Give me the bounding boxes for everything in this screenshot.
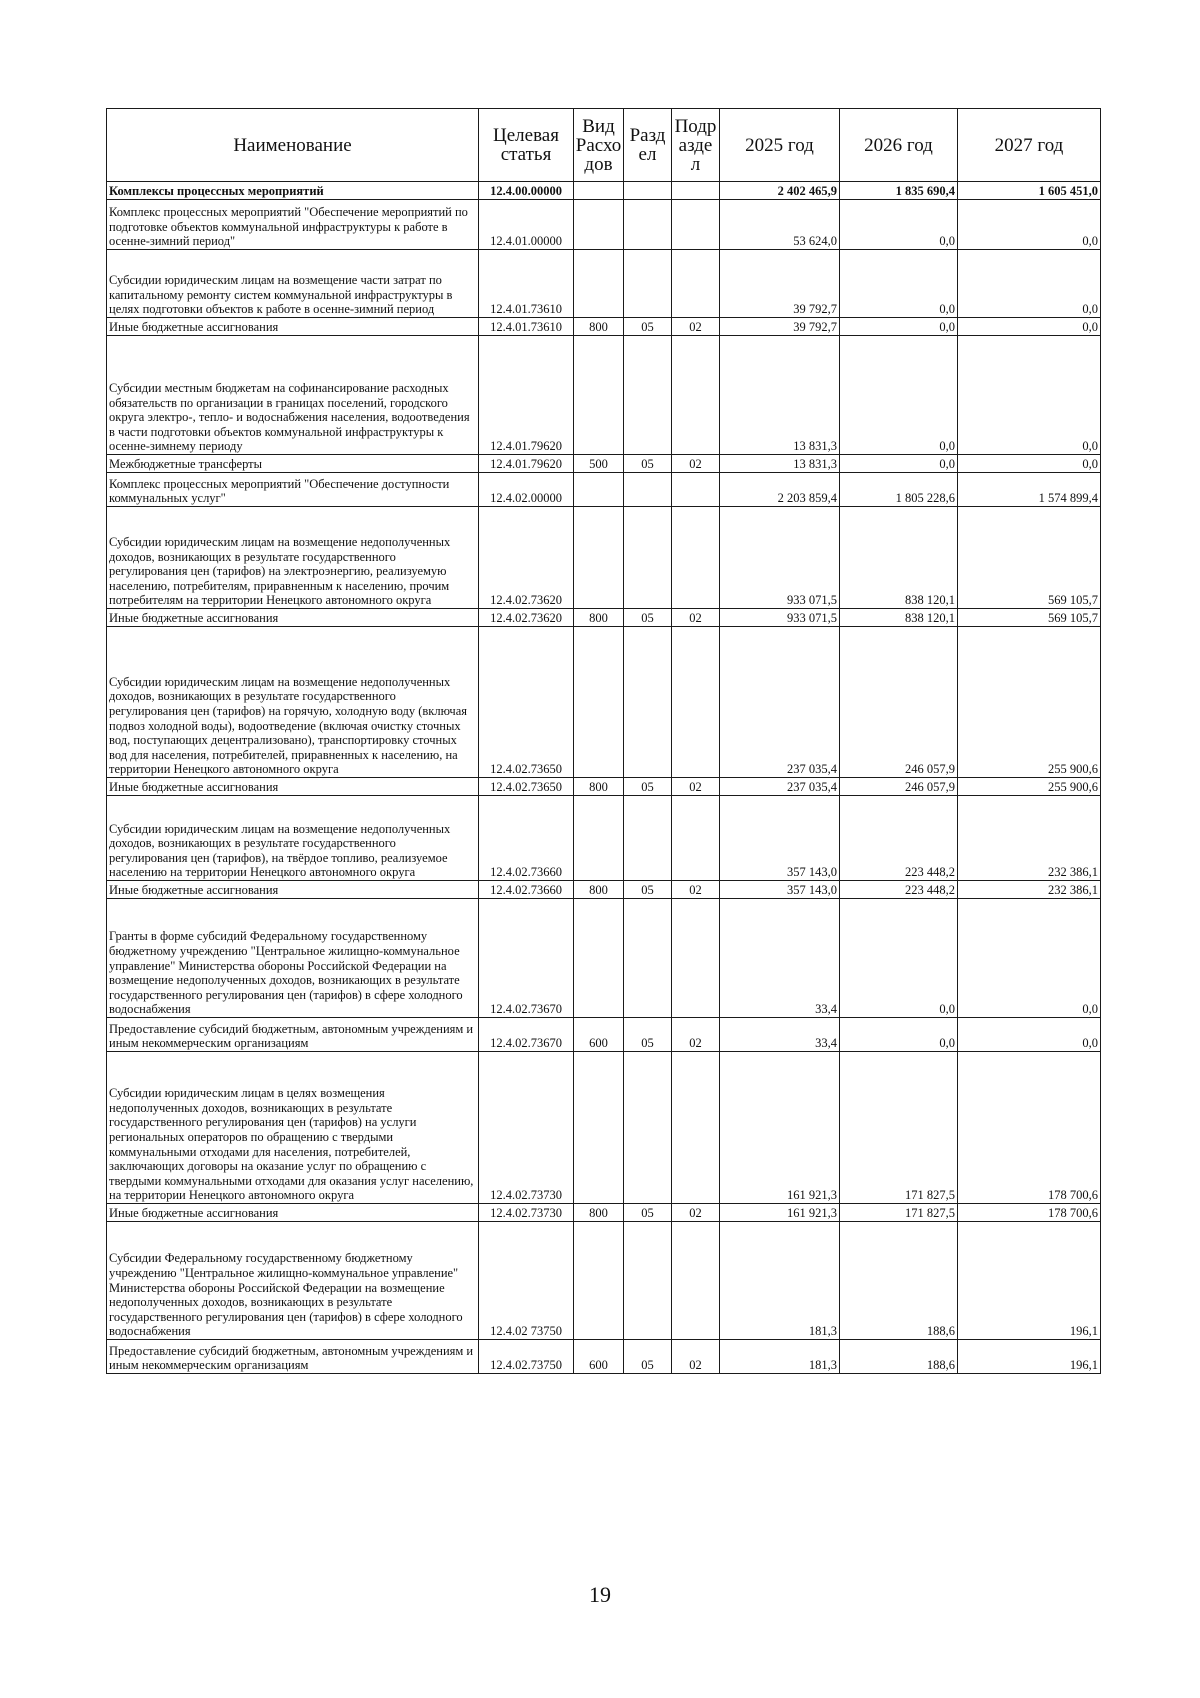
row-amount-2027: 232 386,1 bbox=[958, 881, 1101, 899]
page-number: 19 bbox=[589, 1582, 611, 1607]
header-name: Наименование bbox=[107, 109, 479, 182]
table-row bbox=[107, 182, 1101, 200]
row-name: Субсидии юридическим лицам на возмещение недополученных доходов, возникающих в результате государственного регулирования цен (тарифов), на твёрдое топливо, реализуемое населению на территории Ненецкого автономного округа bbox=[107, 796, 479, 881]
row-amount-2027: 232 386,1 bbox=[958, 796, 1101, 881]
row-section bbox=[624, 473, 672, 507]
row-target-article: 12.4.02.73620 bbox=[479, 609, 574, 627]
row-amount-2027: 0,0 bbox=[958, 1018, 1101, 1052]
row-amount-2026: 838 120,1 bbox=[840, 507, 958, 609]
table-row bbox=[107, 796, 1101, 881]
row-target-article: 12.4.02.73670 bbox=[479, 899, 574, 1018]
row-name: Иные бюджетные ассигнования bbox=[107, 881, 479, 899]
row-expense-type bbox=[574, 1222, 624, 1340]
table-row bbox=[107, 881, 1101, 899]
row-amount-2027: 0,0 bbox=[958, 318, 1101, 336]
row-section: 05 bbox=[624, 778, 672, 796]
table-row bbox=[107, 318, 1101, 336]
row-expense-type bbox=[574, 336, 624, 455]
row-amount-2025: 933 071,5 bbox=[720, 609, 840, 627]
header-target-article bbox=[479, 109, 574, 182]
row-amount-2027: 569 105,7 bbox=[958, 507, 1101, 609]
row-subsection bbox=[672, 182, 720, 200]
row-subsection bbox=[672, 1052, 720, 1204]
row-amount-2026: 0,0 bbox=[840, 200, 958, 250]
row-amount-2027: 178 700,6 bbox=[958, 1204, 1101, 1222]
row-target-article: 12.4.01.73610 bbox=[479, 250, 574, 318]
row-amount-2027: 196,1 bbox=[958, 1340, 1101, 1374]
row-amount-2025: 13 831,3 bbox=[720, 455, 840, 473]
row-expense-type: 800 bbox=[574, 778, 624, 796]
row-section: 05 bbox=[624, 609, 672, 627]
table-row bbox=[107, 1340, 1101, 1374]
row-section bbox=[624, 1052, 672, 1204]
row-section bbox=[624, 627, 672, 778]
row-amount-2027: 0,0 bbox=[958, 899, 1101, 1018]
row-target-article: 12.4.00.00000 bbox=[479, 182, 574, 200]
row-section: 05 bbox=[624, 455, 672, 473]
row-expense-type: 800 bbox=[574, 881, 624, 899]
row-target-article: 12.4.01.73610 bbox=[479, 318, 574, 336]
row-expense-type: 800 bbox=[574, 609, 624, 627]
table-row bbox=[107, 609, 1101, 627]
table-row bbox=[107, 455, 1101, 473]
row-amount-2025: 53 624,0 bbox=[720, 200, 840, 250]
table-row bbox=[107, 1052, 1101, 1204]
row-amount-2026: 1 835 690,4 bbox=[840, 182, 958, 200]
row-section bbox=[624, 336, 672, 455]
row-amount-2026: 0,0 bbox=[840, 455, 958, 473]
row-section bbox=[624, 182, 672, 200]
row-amount-2025: 39 792,7 bbox=[720, 250, 840, 318]
header-subsection bbox=[672, 109, 720, 182]
row-subsection bbox=[672, 507, 720, 609]
header-row bbox=[107, 109, 1101, 182]
row-amount-2025: 33,4 bbox=[720, 899, 840, 1018]
row-amount-2026: 246 057,9 bbox=[840, 627, 958, 778]
row-subsection bbox=[672, 796, 720, 881]
table-row bbox=[107, 507, 1101, 609]
row-name: Иные бюджетные ассигнования bbox=[107, 318, 479, 336]
row-name: Предоставление субсидий бюджетным, автономным учреждениям и иным некоммерческим организациям bbox=[107, 1340, 479, 1374]
row-section: 05 bbox=[624, 318, 672, 336]
row-amount-2027: 0,0 bbox=[958, 200, 1101, 250]
row-expense-type bbox=[574, 627, 624, 778]
row-section: 05 bbox=[624, 1204, 672, 1222]
row-target-article: 12.4.02.73650 bbox=[479, 627, 574, 778]
table-row bbox=[107, 1018, 1101, 1052]
row-amount-2027: 255 900,6 bbox=[958, 627, 1101, 778]
row-expense-type bbox=[574, 1052, 624, 1204]
header-section-text: Раздел bbox=[629, 125, 666, 165]
header-2027: 2027 год bbox=[958, 109, 1101, 182]
row-amount-2027: 0,0 bbox=[958, 455, 1101, 473]
row-target-article: 12.4.02.73650 bbox=[479, 778, 574, 796]
row-amount-2025: 933 071,5 bbox=[720, 507, 840, 609]
row-amount-2026: 223 448,2 bbox=[840, 796, 958, 881]
row-name: Субсидии Федеральному государственному бюджетному учреждению "Центральное жилищно-коммунальное управление" Министерства обороны Российской Федерации на возмещение недополученных доходов, возникающих в результате государственного регулирования цен (тарифов) в сфере холодного водоснабжения bbox=[107, 1222, 479, 1340]
row-section: 05 bbox=[624, 1340, 672, 1374]
row-name: Иные бюджетные ассигнования bbox=[107, 609, 479, 627]
row-amount-2026: 246 057,9 bbox=[840, 778, 958, 796]
row-name: Субсидии местным бюджетам на софинансирование расходных обязательств по организации в границах поселений, городского округа электро-, тепло- и водоснабжения населения, водоотведения в части подготовки объектов коммунальной инфраструктуры к осенне-зимнему периоду bbox=[107, 336, 479, 455]
row-amount-2025: 161 921,3 bbox=[720, 1052, 840, 1204]
row-amount-2026: 188,6 bbox=[840, 1340, 958, 1374]
row-amount-2027: 0,0 bbox=[958, 336, 1101, 455]
row-target-article: 12.4.02 73750 bbox=[479, 1222, 574, 1340]
row-amount-2026: 0,0 bbox=[840, 1018, 958, 1052]
row-subsection: 02 bbox=[672, 1340, 720, 1374]
row-amount-2026: 171 827,5 bbox=[840, 1204, 958, 1222]
row-amount-2026: 0,0 bbox=[840, 899, 958, 1018]
row-target-article: 12.4.02.73670 bbox=[479, 1018, 574, 1052]
row-amount-2027: 196,1 bbox=[958, 1222, 1101, 1340]
row-subsection: 02 bbox=[672, 1204, 720, 1222]
row-name: Гранты в форме субсидий Федеральному государственному бюджетному учреждению "Центральное жилищно-коммунальное управление" Министерства обороны Российской Федерации на возмещение недополученных доходов, возникающих в результате государственного регулирования цен (тарифов) в сфере холодного водоснабжения bbox=[107, 899, 479, 1018]
row-expense-type: 800 bbox=[574, 318, 624, 336]
row-amount-2025: 181,3 bbox=[720, 1340, 840, 1374]
row-target-article: 12.4.01.00000 bbox=[479, 200, 574, 250]
table-row bbox=[107, 778, 1101, 796]
header-subsection-text: Подраздел bbox=[674, 115, 717, 175]
row-subsection bbox=[672, 336, 720, 455]
row-name: Субсидии юридическим лицам в целях возмещения недополученных доходов, возникающих в результате государственного регулирования цен (тарифов) на услуги региональных операторов по обращению с твердыми коммунальными отходами для населения, потребителей, заключающих договоры на оказание услуг по обращению с твердыми коммунальными отходами для оказания услуг населению, на территории Ненецкого автономного округа bbox=[107, 1052, 479, 1204]
row-amount-2025: 357 143,0 bbox=[720, 796, 840, 881]
row-expense-type bbox=[574, 796, 624, 881]
table-row bbox=[107, 627, 1101, 778]
row-target-article: 12.4.02.00000 bbox=[479, 473, 574, 507]
row-expense-type bbox=[574, 507, 624, 609]
row-expense-type bbox=[574, 200, 624, 250]
row-amount-2025: 39 792,7 bbox=[720, 318, 840, 336]
header-2026: 2026 год bbox=[840, 109, 958, 182]
row-amount-2026: 1 805 228,6 bbox=[840, 473, 958, 507]
row-expense-type: 800 bbox=[574, 1204, 624, 1222]
row-section bbox=[624, 796, 672, 881]
row-amount-2026: 223 448,2 bbox=[840, 881, 958, 899]
row-section bbox=[624, 507, 672, 609]
row-expense-type: 600 bbox=[574, 1018, 624, 1052]
row-subsection bbox=[672, 627, 720, 778]
row-expense-type bbox=[574, 473, 624, 507]
header-2025: 2025 год bbox=[720, 109, 840, 182]
row-subsection: 02 bbox=[672, 318, 720, 336]
row-section: 05 bbox=[624, 1018, 672, 1052]
row-amount-2027: 178 700,6 bbox=[958, 1052, 1101, 1204]
row-subsection bbox=[672, 1222, 720, 1340]
row-target-article: 12.4.02.73660 bbox=[479, 881, 574, 899]
table-row bbox=[107, 899, 1101, 1018]
row-section bbox=[624, 250, 672, 318]
row-subsection bbox=[672, 899, 720, 1018]
row-amount-2026: 171 827,5 bbox=[840, 1052, 958, 1204]
row-amount-2027: 1 574 899,4 bbox=[958, 473, 1101, 507]
row-amount-2025: 13 831,3 bbox=[720, 336, 840, 455]
row-name: Комплекс процессных мероприятий "Обеспечение мероприятий по подготовке объектов коммунальной инфраструктуры к работе в осенне-зимний период" bbox=[107, 200, 479, 250]
row-section bbox=[624, 200, 672, 250]
row-name: Межбюджетные трансферты bbox=[107, 455, 479, 473]
row-amount-2027: 255 900,6 bbox=[958, 778, 1101, 796]
row-name: Предоставление субсидий бюджетным, автономным учреждениям и иным некоммерческим организациям bbox=[107, 1018, 479, 1052]
row-target-article: 12.4.02.73730 bbox=[479, 1052, 574, 1204]
row-name: Субсидии юридическим лицам на возмещение недополученных доходов, возникающих в результате государственного регулирования цен (тарифов) на электроэнергию, реализуемую населению, потребителям, приравненным к населению, прочим потребителям на территории Ненецкого автономного округа bbox=[107, 507, 479, 609]
row-subsection: 02 bbox=[672, 609, 720, 627]
row-amount-2027: 0,0 bbox=[958, 250, 1101, 318]
row-amount-2026: 0,0 bbox=[840, 250, 958, 318]
header-target-article-text: Целевая статья bbox=[493, 125, 559, 165]
table-row bbox=[107, 1204, 1101, 1222]
table-body bbox=[107, 182, 1101, 1374]
row-expense-type bbox=[574, 182, 624, 200]
table-row bbox=[107, 250, 1101, 318]
row-target-article: 12.4.01.79620 bbox=[479, 336, 574, 455]
row-subsection bbox=[672, 473, 720, 507]
row-target-article: 12.4.02.73750 bbox=[479, 1340, 574, 1374]
header-expense-type-text: Вид Расходов bbox=[575, 115, 622, 175]
row-amount-2025: 357 143,0 bbox=[720, 881, 840, 899]
row-section bbox=[624, 1222, 672, 1340]
row-target-article: 12.4.01.79620 bbox=[479, 455, 574, 473]
row-section bbox=[624, 899, 672, 1018]
row-target-article: 12.4.02.73620 bbox=[479, 507, 574, 609]
row-amount-2027: 569 105,7 bbox=[958, 609, 1101, 627]
row-target-article: 12.4.02.73660 bbox=[479, 796, 574, 881]
row-amount-2026: 838 120,1 bbox=[840, 609, 958, 627]
row-subsection bbox=[672, 250, 720, 318]
table-header bbox=[107, 109, 1101, 182]
row-name: Субсидии юридическим лицам на возмещение части затрат по капитальному ремонту систем коммунальной инфраструктуры в целях подготовки объектов к работе в осенне-зимний период bbox=[107, 250, 479, 318]
table-row bbox=[107, 200, 1101, 250]
row-amount-2025: 181,3 bbox=[720, 1222, 840, 1340]
row-amount-2025: 237 035,4 bbox=[720, 627, 840, 778]
row-section: 05 bbox=[624, 881, 672, 899]
table-row bbox=[107, 473, 1101, 507]
row-amount-2026: 0,0 bbox=[840, 318, 958, 336]
row-subsection: 02 bbox=[672, 881, 720, 899]
row-subsection: 02 bbox=[672, 778, 720, 796]
table-row bbox=[107, 1222, 1101, 1340]
budget-table bbox=[106, 108, 1101, 1374]
row-amount-2025: 2 402 465,9 bbox=[720, 182, 840, 200]
row-name: Субсидии юридическим лицам на возмещение недополученных доходов, возникающих в результате государственного регулирования цен (тарифов) на горячую, холодную воду (включая подвоз холодной воды), водоотведение (включая очистку сточных вод, поступающих децентрализовано), транспортировку сточных вод для населения, потребителей, приравненных к населению, на территории Ненецкого автономного округа bbox=[107, 627, 479, 778]
row-name: Иные бюджетные ассигнования bbox=[107, 778, 479, 796]
row-name: Иные бюджетные ассигнования bbox=[107, 1204, 479, 1222]
row-amount-2026: 0,0 bbox=[840, 336, 958, 455]
row-target-article: 12.4.02.73730 bbox=[479, 1204, 574, 1222]
table-row bbox=[107, 336, 1101, 455]
row-subsection: 02 bbox=[672, 455, 720, 473]
row-amount-2025: 33,4 bbox=[720, 1018, 840, 1052]
row-amount-2025: 2 203 859,4 bbox=[720, 473, 840, 507]
header-expense-type bbox=[574, 109, 624, 182]
row-subsection bbox=[672, 200, 720, 250]
row-expense-type bbox=[574, 899, 624, 1018]
row-name: Комплекс процессных мероприятий "Обеспечение доступности коммунальных услуг" bbox=[107, 473, 479, 507]
row-amount-2027: 1 605 451,0 bbox=[958, 182, 1101, 200]
row-amount-2025: 237 035,4 bbox=[720, 778, 840, 796]
row-amount-2026: 188,6 bbox=[840, 1222, 958, 1340]
row-amount-2025: 161 921,3 bbox=[720, 1204, 840, 1222]
row-expense-type: 600 bbox=[574, 1340, 624, 1374]
row-name: Комплексы процессных мероприятий bbox=[107, 182, 479, 200]
row-expense-type: 500 bbox=[574, 455, 624, 473]
row-expense-type bbox=[574, 250, 624, 318]
header-section bbox=[624, 109, 672, 182]
row-subsection: 02 bbox=[672, 1018, 720, 1052]
